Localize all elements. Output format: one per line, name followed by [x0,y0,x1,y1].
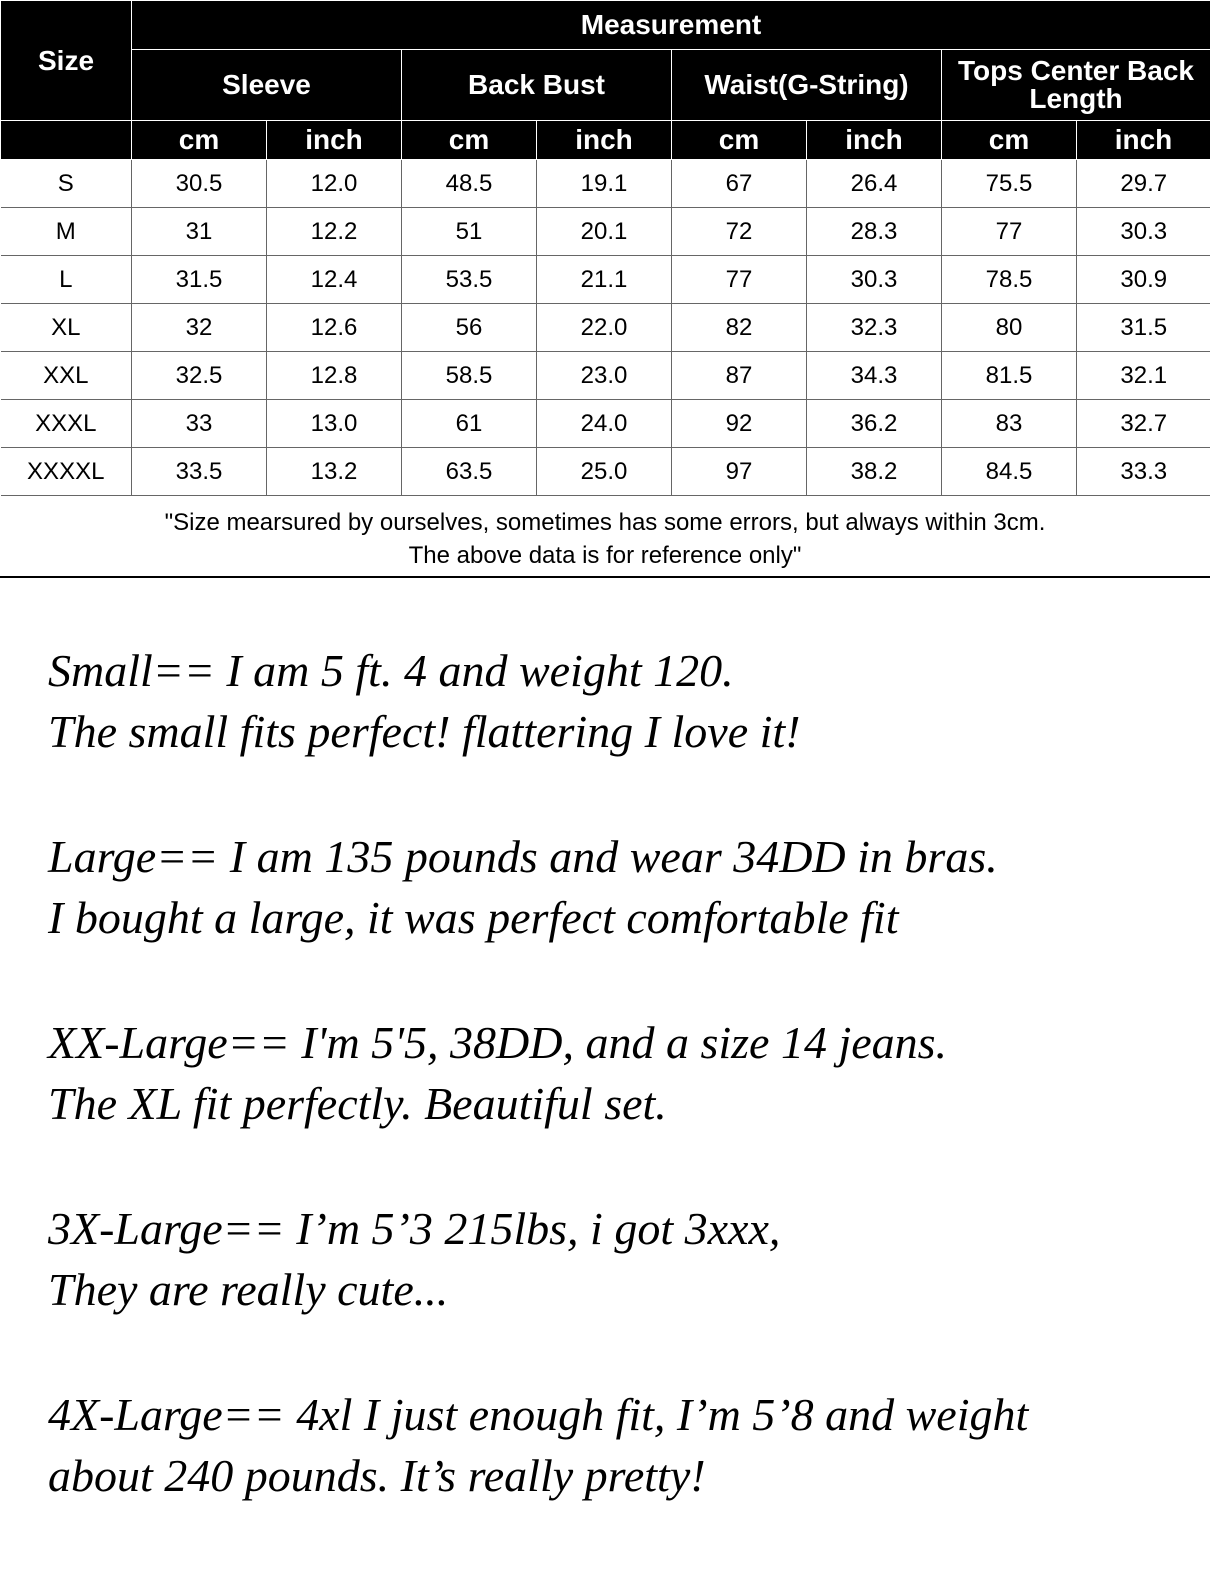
review-line: XX-Large== I'm 5'5, 38DD, and a size 14 jeans. [48,1012,1198,1073]
size-header: Size [1,1,132,121]
table-cell: 12.2 [267,208,402,256]
table-cell: 80 [942,304,1077,352]
table-cell: 53.5 [402,256,537,304]
table-cell: 26.4 [807,160,942,208]
table-cell: 87 [672,352,807,400]
table-cell: 13.0 [267,400,402,448]
review-small [48,640,1198,762]
table-row [1,304,1210,352]
review-line: The small fits perfect! flattering I love it! [48,701,1198,762]
review-xx-large [48,1012,1198,1134]
table-cell: 78.5 [942,256,1077,304]
table-cell: 25.0 [537,448,672,496]
table-cell: 32.3 [807,304,942,352]
review-line: Large== I am 135 pounds and wear 34DD in bras. [48,826,1198,887]
table-cell: 33 [132,400,267,448]
table-cell: 58.5 [402,352,537,400]
unit-header: inch [267,121,402,160]
review-line: They are really cute... [48,1259,1198,1320]
table-cell: 84.5 [942,448,1077,496]
table-cell: 82 [672,304,807,352]
table-row [1,400,1210,448]
table-cell: 12.4 [267,256,402,304]
table-cell: 81.5 [942,352,1077,400]
table-cell: 19.1 [537,160,672,208]
table-cell: 32.7 [1077,400,1210,448]
table-cell: 92 [672,400,807,448]
review-4x-large [48,1384,1198,1506]
table-cell: 83 [942,400,1077,448]
table-row [1,256,1210,304]
size-label: L [1,256,132,304]
size-chart-table [0,0,1210,496]
unit-header: inch [1077,121,1210,160]
table-cell: 12.0 [267,160,402,208]
table-cell: 22.0 [537,304,672,352]
review-line: 3X-Large== I’m 5’3 215lbs, i got 3xxx, [48,1198,1198,1259]
note-line: "Size mearsured by ourselves, sometimes has some errors, but always within 3cm. [0,506,1210,539]
review-line: about 240 pounds. It’s really pretty! [48,1445,1198,1506]
table-cell: 31.5 [132,256,267,304]
table-cell: 32 [132,304,267,352]
column-header-tops-length: Tops Center Back Length [942,50,1210,121]
table-cell: 33.5 [132,448,267,496]
column-header-sleeve: Sleeve [132,50,402,121]
table-cell: 30.3 [1077,208,1210,256]
table-cell: 12.8 [267,352,402,400]
review-line: I bought a large, it was perfect comfortable fit [48,887,1198,948]
table-row [1,352,1210,400]
column-header-waist: Waist(G-String) [672,50,942,121]
review-large [48,826,1198,948]
table-cell: 12.6 [267,304,402,352]
review-line: 4X-Large== 4xl I just enough fit, I’m 5’8 and weight [48,1384,1198,1445]
table-cell: 36.2 [807,400,942,448]
customer-reviews [48,640,1198,1570]
table-cell: 56 [402,304,537,352]
unit-header: cm [402,121,537,160]
column-header-back-bust: Back Bust [402,50,672,121]
table-cell: 48.5 [402,160,537,208]
disclaimer-note [0,506,1210,578]
table-cell: 23.0 [537,352,672,400]
unit-header: inch [807,121,942,160]
size-label: S [1,160,132,208]
size-label: XXL [1,352,132,400]
table-row [1,160,1210,208]
review-3x-large [48,1198,1198,1320]
size-label: XXXL [1,400,132,448]
table-cell: 72 [672,208,807,256]
table-cell: 97 [672,448,807,496]
table-cell: 33.3 [1077,448,1210,496]
table-cell: 31 [132,208,267,256]
table-cell: 31.5 [1077,304,1210,352]
table-cell: 24.0 [537,400,672,448]
size-label: M [1,208,132,256]
table-row [1,208,1210,256]
table-cell: 30.5 [132,160,267,208]
review-line: The XL fit perfectly. Beautiful set. [48,1073,1198,1134]
table-cell: 32.1 [1077,352,1210,400]
size-label: XL [1,304,132,352]
unit-header: inch [537,121,672,160]
table-cell: 75.5 [942,160,1077,208]
review-line: Small== I am 5 ft. 4 and weight 120. [48,640,1198,701]
table-cell: 38.2 [807,448,942,496]
table-cell: 28.3 [807,208,942,256]
table-cell: 30.9 [1077,256,1210,304]
note-line: The above data is for reference only" [0,539,1210,572]
unit-header: cm [132,121,267,160]
unit-spacer [1,121,132,160]
table-cell: 61 [402,400,537,448]
table-cell: 30.3 [807,256,942,304]
table-cell: 63.5 [402,448,537,496]
table-cell: 29.7 [1077,160,1210,208]
table-cell: 20.1 [537,208,672,256]
table-cell: 77 [942,208,1077,256]
table-row [1,448,1210,496]
table-cell: 21.1 [537,256,672,304]
unit-header: cm [942,121,1077,160]
unit-header: cm [672,121,807,160]
size-label: XXXXL [1,448,132,496]
measurement-header: Measurement [132,1,1210,50]
table-cell: 51 [402,208,537,256]
table-cell: 34.3 [807,352,942,400]
table-cell: 32.5 [132,352,267,400]
table-cell: 67 [672,160,807,208]
table-cell: 13.2 [267,448,402,496]
table-cell: 77 [672,256,807,304]
